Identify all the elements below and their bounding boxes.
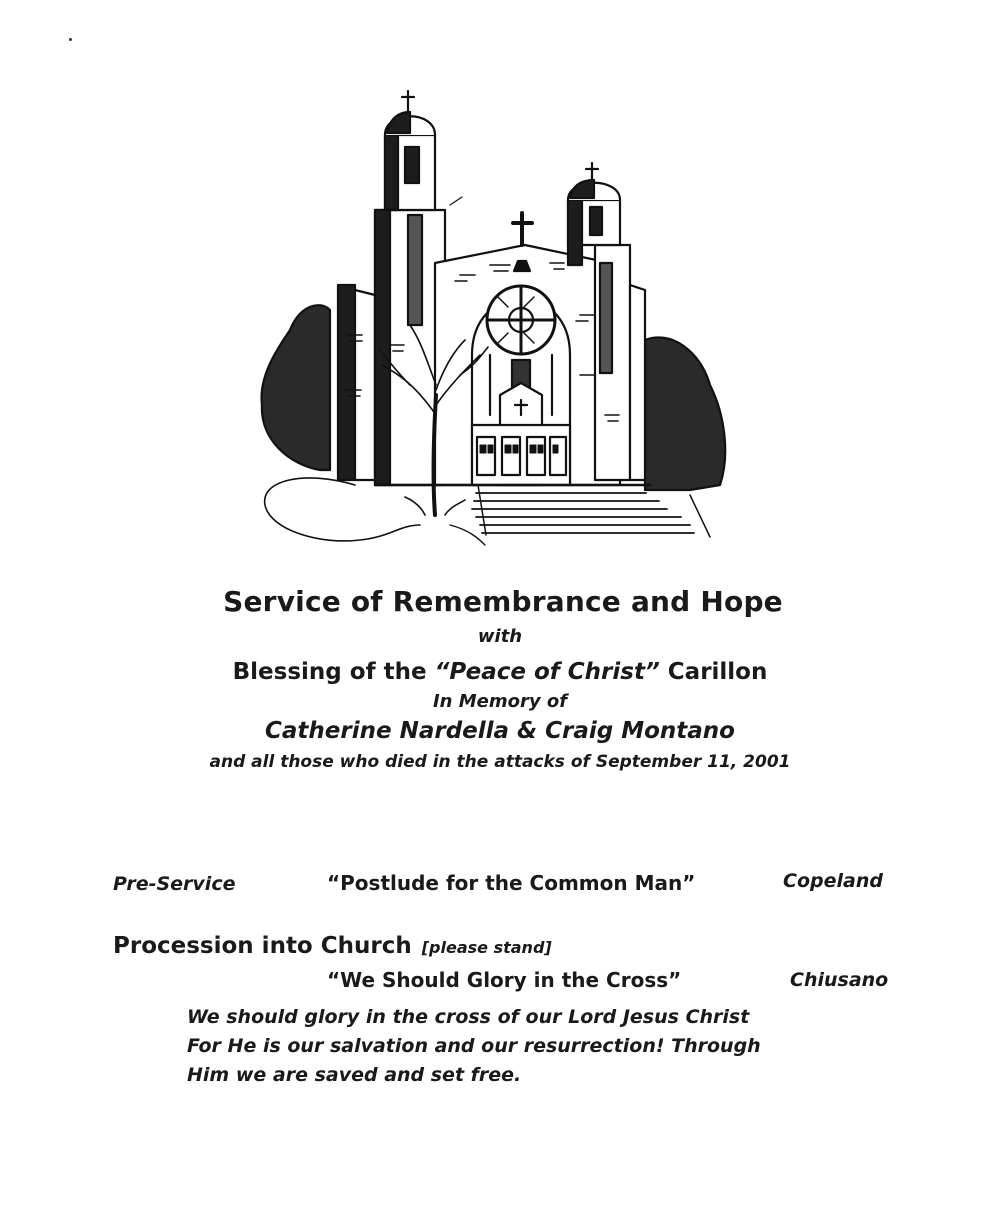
lyric-line: We should glory in the cross of our Lord Jesus Christ bbox=[187, 1006, 750, 1028]
scan-speck bbox=[69, 38, 72, 41]
service-title: Service of Remembrance and Hope bbox=[223, 585, 783, 618]
memorial-names: Catherine Nardella & Craig Montano bbox=[265, 718, 735, 744]
hymn-lyrics bbox=[187, 1003, 827, 1090]
hymn-composer: Chiusano bbox=[790, 969, 889, 991]
service-heading bbox=[0, 585, 1000, 772]
blessing-suffix: Carillon bbox=[659, 659, 768, 685]
procession-heading bbox=[113, 933, 552, 959]
procession-label: Procession into Church bbox=[113, 933, 412, 959]
church-illustration bbox=[250, 85, 740, 555]
pre-service-label: Pre-Service bbox=[113, 873, 236, 895]
lyric-line: For He is our salvation and our resurrection! Through bbox=[187, 1035, 761, 1057]
blessing-prefix: Blessing of the bbox=[232, 659, 435, 685]
pre-service-composer: Copeland bbox=[783, 870, 883, 892]
procession-note: [please stand] bbox=[421, 938, 552, 957]
lyric-line: Him we are saved and set free. bbox=[187, 1064, 522, 1086]
in-memory-text: In Memory of bbox=[432, 691, 568, 712]
pre-service-title: “Postlude for the Common Man” bbox=[327, 871, 696, 895]
hymn-title: “We Should Glory in the Cross” bbox=[327, 968, 682, 992]
blessing-line bbox=[0, 659, 1000, 685]
blessing-italic: “Peace of Christ” bbox=[434, 659, 660, 685]
with-text: with bbox=[477, 626, 523, 647]
dedication-text: and all those who died in the attacks of September 11, 2001 bbox=[209, 752, 791, 772]
